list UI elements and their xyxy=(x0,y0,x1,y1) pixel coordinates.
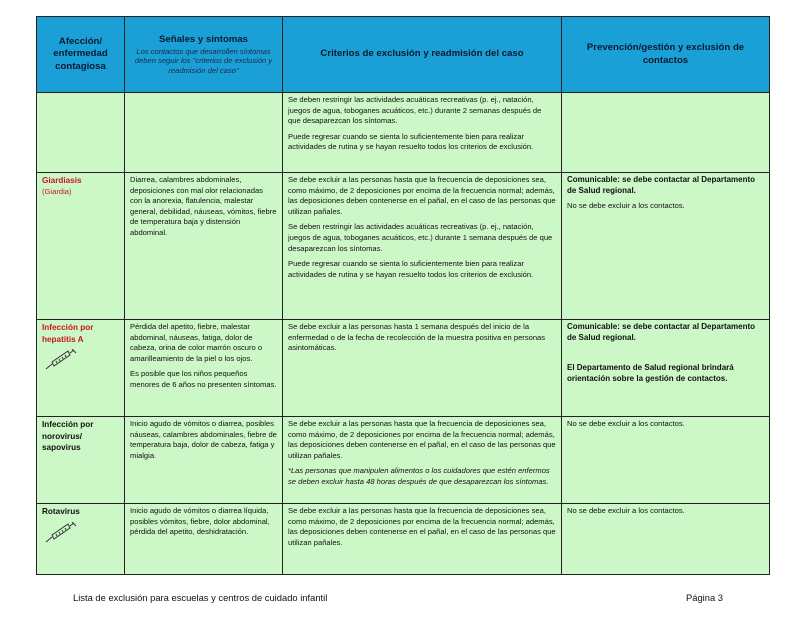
table-row xyxy=(37,504,770,575)
criteria-text: Se debe excluir a las personas hasta que la frecuencia de deposiciones sea, como máximo, de 2 deposiciones por encima de la frecuencia normal; además, las deposiciones deben contenerse en el pañal, en el caso de las personas que utilizan pañales. xyxy=(288,506,556,547)
criteria-cell xyxy=(283,504,562,575)
condition-cell xyxy=(37,173,125,320)
symptoms-text: Es posible que los niños pequeños menores de 6 años no presenten síntomas. xyxy=(130,369,277,389)
prevention-notice: Comunicable: se debe contactar al Departamento de Salud regional. xyxy=(567,322,756,342)
syringe-icon xyxy=(44,349,78,371)
header-symptoms-note: Los contactos que desarrollen síntomas deben seguir los "criterios de exclusión y readmisión del caso" xyxy=(134,46,273,75)
criteria-note: *Las personas que manipulen alimentos o los cuidadores que estén enfermos se deben excluir hasta 48 horas después de que desaparezcan los síntomas. xyxy=(288,466,550,486)
criteria-text: Puede regresar cuando se sienta lo suficientemente bien para realizar actividades de rutina y se hayan resuelto todos los criterios de exclusión. xyxy=(288,131,534,152)
table-header-row xyxy=(37,17,770,93)
prevention-cell xyxy=(562,417,770,504)
condition-cell xyxy=(37,93,125,173)
prevention-text: No se debe excluir a los contactos. xyxy=(567,201,685,210)
symptoms-text: Diarrea, calambres abdominales, deposiciones con mal olor relacionadas con la anorexia, flatulencia, malestar general, debilidad, náuseas, vómitos, fiebre de temperatura baja y distensión abdominal. xyxy=(130,175,277,237)
symptoms-text: Inicio agudo de vómitos o diarrea líquida, posibles vómitos, fiebre, dolor abdominal, pérdida del apetito, deshidratación. xyxy=(130,506,270,537)
header-condition: Afección/ enfermedad contagiosa xyxy=(37,17,125,93)
disease-name: Giardiasis xyxy=(42,176,82,185)
prevention-notice: Comunicable: se debe contactar al Departamento de Salud regional. xyxy=(567,175,756,195)
criteria-cell xyxy=(283,320,562,417)
criteria-text: Se debe excluir a las personas hasta 1 semana después del inicio de la enfermedad o de la fecha de recolección de la muestra positiva en personas asintomáticas. xyxy=(288,322,546,353)
criteria-text: Se debe excluir a las personas hasta que la frecuencia de deposiciones sea, como máximo, de 2 deposiciones por encima de la frecuencia normal; además, las deposiciones deben contenerse en el pañal, en el caso de las personas que utilizan pañales. xyxy=(288,419,556,460)
criteria-cell xyxy=(283,93,562,173)
symptoms-text: Pérdida del apetito, fiebre, malestar abdominal, náuseas, fatiga, dolor de cabeza, orina de color marrón oscuro o amarilleamiento de la piel o los ojos. xyxy=(130,322,263,363)
table-row xyxy=(37,93,770,173)
condition-cell xyxy=(37,504,125,575)
disease-name: Infección por hepatitis A xyxy=(42,323,94,344)
condition-cell xyxy=(37,320,125,417)
disease-name: Rotavirus xyxy=(42,507,80,516)
syringe-icon xyxy=(44,522,78,544)
criteria-text: Se deben restringir las actividades acuáticas recreativas (p. ej., natación, juegos de agua, toboganes acuáticos, etc.) durante 1 semana después de que desaparezcan los síntomas. xyxy=(288,222,553,253)
page-number: Página 3 xyxy=(686,592,724,603)
prevention-cell xyxy=(562,93,770,173)
criteria-cell xyxy=(283,417,562,504)
prevention-guidance: El Departamento de Salud regional brindará orientación sobre la gestión de contactos. xyxy=(567,363,734,383)
header-criteria: Criterios de exclusión y readmisión del caso xyxy=(283,17,562,93)
header-prevention: Prevención/gestión y exclusión de contactos xyxy=(562,17,770,93)
prevention-cell xyxy=(562,320,770,417)
footer-title: Lista de exclusión para escuelas y centros de cuidado infantil xyxy=(73,592,328,603)
symptoms-cell xyxy=(125,93,283,173)
symptoms-cell xyxy=(125,417,283,504)
symptoms-cell xyxy=(125,320,283,417)
criteria-text: Puede regresar cuando se sienta lo suficientemente bien para realizar actividades de rutina y se hayan resuelto todos los criterios de exclusión. xyxy=(288,259,534,279)
symptoms-text: Inicio agudo de vómitos o diarrea, posibles náuseas, calambres abdominales, fiebre de temperatura baja, dolor de cabeza, fatiga y mialgia. xyxy=(130,419,277,460)
criteria-text: Se debe excluir a las personas hasta que la frecuencia de deposiciones sea, como máximo, de 2 deposiciones por encima de la frecuencia normal; además, las deposiciones deben contenerse en el pañal, en el caso de las personas que utilizan pañales. xyxy=(288,175,556,216)
table-row xyxy=(37,417,770,504)
symptoms-cell xyxy=(125,504,283,575)
prevention-cell xyxy=(562,173,770,320)
criteria-cell xyxy=(283,173,562,320)
symptoms-cell xyxy=(125,173,283,320)
condition-cell xyxy=(37,417,125,504)
disease-name: Infección por norovirus/ sapovirus xyxy=(42,420,94,453)
criteria-text: Se deben restringir las actividades acuáticas recreativas (p. ej., natación, juegos de agua, toboganes acuáticos, etc.) durante 2 semanas después de que desaparezcan los síntomas. xyxy=(288,95,542,126)
prevention-text: No se debe excluir a los contactos. xyxy=(567,419,685,428)
prevention-cell xyxy=(562,504,770,575)
prevention-text: No se debe excluir a los contactos. xyxy=(567,506,685,515)
table-row xyxy=(37,173,770,320)
exclusion-table xyxy=(36,16,770,575)
header-symptoms: Señales y síntomas Los contactos que desarrollen síntomas deben seguir los "criterios de exclusión y readmisión del caso" xyxy=(125,17,283,93)
disease-subname: (Giardia) xyxy=(42,186,72,196)
table-row xyxy=(37,320,770,417)
